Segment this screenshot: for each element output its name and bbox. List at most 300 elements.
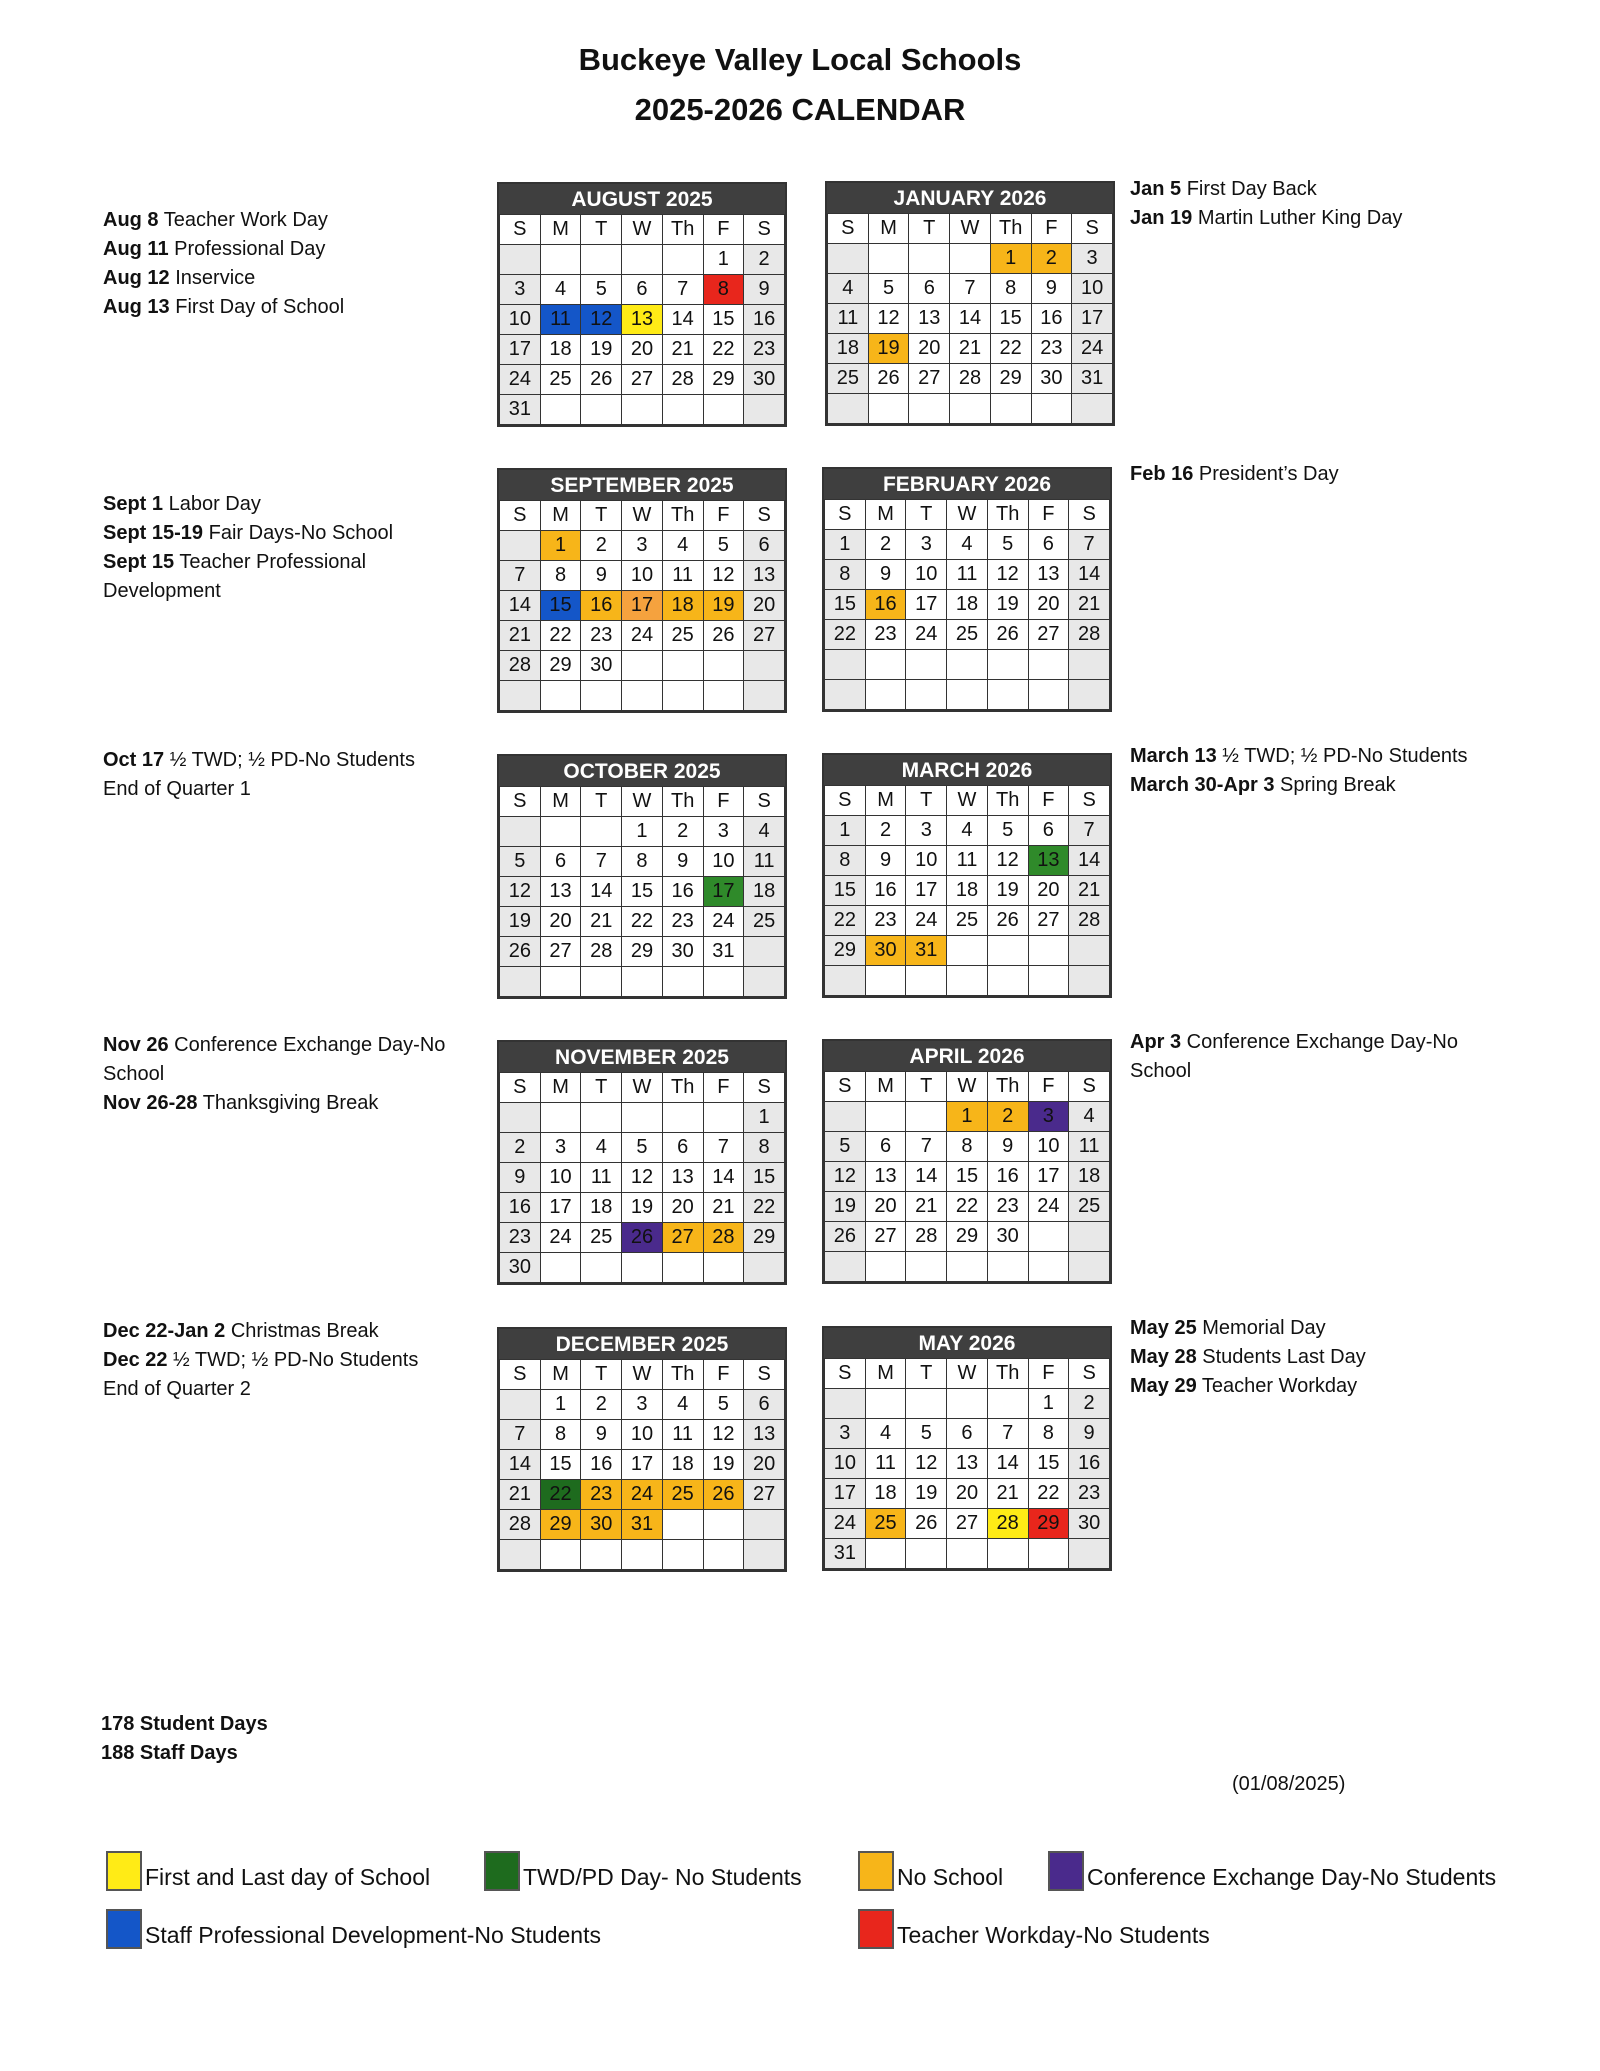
- day-cell: 23: [581, 621, 622, 651]
- day-cell: 27: [947, 1509, 988, 1539]
- weekday-header: F: [703, 501, 744, 531]
- day-cell: 10: [906, 846, 947, 876]
- empty-cell: [1069, 1252, 1110, 1282]
- day-cell: 25: [662, 621, 703, 651]
- day-cell: 11: [947, 560, 988, 590]
- legend-item-first-last: [106, 1851, 430, 1891]
- empty-cell: [500, 245, 541, 275]
- note-date: Aug 8: [103, 209, 159, 231]
- empty-cell: [947, 936, 988, 966]
- staff-days: 188 Staff Days: [101, 1742, 238, 1764]
- empty-cell: [906, 1539, 947, 1569]
- calendar-august-2025: [497, 182, 787, 427]
- note-text: Students Last Day: [1196, 1346, 1366, 1368]
- note-line: [1130, 1314, 1550, 1343]
- note-text: ½ TWD; ½ PD-No Students: [164, 749, 415, 771]
- day-cell: 6: [744, 531, 785, 561]
- empty-cell: [622, 1103, 663, 1133]
- weekday-header: S: [1069, 1359, 1110, 1389]
- day-cell: 21: [662, 335, 703, 365]
- empty-cell: [947, 1539, 988, 1569]
- empty-cell: [662, 1103, 703, 1133]
- day-cell: 28: [1069, 906, 1110, 936]
- weekday-header: T: [906, 500, 947, 530]
- notes-oct: [103, 746, 463, 804]
- revision-date: (01/08/2025): [1232, 1773, 1346, 1795]
- note-text: School: [1130, 1060, 1192, 1082]
- day-cell: 7: [906, 1132, 947, 1162]
- weekday-header: S: [500, 1073, 541, 1103]
- weekday-header: S: [825, 786, 866, 816]
- day-cell: 31: [500, 395, 541, 425]
- note-text: End of Quarter 2: [103, 1378, 251, 1400]
- day-cell: 8: [990, 274, 1031, 304]
- weekday-header: W: [622, 1073, 663, 1103]
- day-cell: 30: [1069, 1509, 1110, 1539]
- empty-cell: [825, 1252, 866, 1282]
- note-text: Fair Days-No School: [203, 522, 394, 544]
- day-cell: 16: [581, 591, 622, 621]
- day-cell: 7: [581, 847, 622, 877]
- day-cell: 17: [906, 590, 947, 620]
- day-cell: 22: [622, 907, 663, 937]
- day-cell: 4: [947, 530, 988, 560]
- day-cell: 8: [540, 1420, 581, 1450]
- empty-cell: [540, 681, 581, 711]
- day-cell: 23: [987, 1192, 1028, 1222]
- day-cell: 28: [500, 651, 541, 681]
- note-line: [1130, 742, 1550, 771]
- day-cell: 2: [865, 816, 906, 846]
- empty-cell: [500, 1103, 541, 1133]
- day-cell: 20: [744, 591, 785, 621]
- day-cell: 10: [1072, 274, 1113, 304]
- day-cell: 19: [500, 907, 541, 937]
- day-cell: 1: [540, 1390, 581, 1420]
- day-cell: 22: [990, 334, 1031, 364]
- day-cell: 15: [825, 590, 866, 620]
- day-cell: 13: [865, 1162, 906, 1192]
- empty-cell: [703, 1103, 744, 1133]
- note-text: Teacher Workday: [1196, 1375, 1358, 1397]
- day-cell: 10: [906, 560, 947, 590]
- day-cell: 22: [1028, 1479, 1069, 1509]
- month-header: DECEMBER 2025: [499, 1329, 785, 1359]
- day-cell: 11: [828, 304, 869, 334]
- weekday-header: S: [1069, 786, 1110, 816]
- day-cell: 16: [1031, 304, 1072, 334]
- day-cell: 19: [703, 591, 744, 621]
- note-date: Aug 11: [103, 238, 169, 260]
- day-cell: 31: [825, 1539, 866, 1569]
- empty-cell: [865, 680, 906, 710]
- notes-mar: [1130, 742, 1550, 800]
- day-cell: 25: [540, 365, 581, 395]
- note-date: May 28: [1130, 1346, 1197, 1368]
- day-cell: 25: [947, 620, 988, 650]
- day-cell: 14: [1069, 560, 1110, 590]
- day-cell: 30: [662, 937, 703, 967]
- weekday-header: S: [825, 1072, 866, 1102]
- day-cell: 24: [825, 1509, 866, 1539]
- note-date: Oct 17: [103, 749, 165, 771]
- day-cell: 8: [744, 1133, 785, 1163]
- day-cell: 2: [987, 1102, 1028, 1132]
- weekday-header: W: [622, 787, 663, 817]
- empty-cell: [500, 681, 541, 711]
- legend-item-teacher-workday: [858, 1909, 1210, 1949]
- legend-swatch: [1048, 1851, 1084, 1891]
- legend-swatch: [106, 1909, 142, 1949]
- weekday-header: T: [581, 501, 622, 531]
- day-cell: 15: [703, 305, 744, 335]
- day-cell: 19: [987, 876, 1028, 906]
- day-cell: 31: [906, 936, 947, 966]
- day-cell: 18: [865, 1479, 906, 1509]
- note-date: Aug 13: [103, 296, 170, 318]
- day-cell: 23: [500, 1223, 541, 1253]
- day-cell: 29: [540, 651, 581, 681]
- day-cell: 16: [744, 305, 785, 335]
- day-cell: 3: [500, 275, 541, 305]
- day-cell: 25: [581, 1223, 622, 1253]
- day-cell: 6: [909, 274, 950, 304]
- day-cell: 8: [622, 847, 663, 877]
- weekday-header: S: [744, 1073, 785, 1103]
- day-cell: 13: [744, 561, 785, 591]
- calendar-january-2026: [825, 181, 1115, 426]
- note-line: [103, 490, 463, 519]
- note-date: Apr 3: [1130, 1031, 1182, 1053]
- weekday-header: S: [744, 1360, 785, 1390]
- empty-cell: [987, 1252, 1028, 1282]
- weekday-header: F: [1028, 1072, 1069, 1102]
- note-line: [1130, 175, 1550, 204]
- empty-cell: [987, 966, 1028, 996]
- empty-cell: [703, 967, 744, 997]
- weekday-header: Th: [662, 215, 703, 245]
- day-cell: 9: [581, 561, 622, 591]
- day-cell: 6: [540, 847, 581, 877]
- day-cell: 10: [622, 1420, 663, 1450]
- weekday-header: M: [540, 501, 581, 531]
- legend-label: Conference Exchange Day-No Students: [1087, 1864, 1497, 1890]
- empty-cell: [581, 681, 622, 711]
- empty-cell: [987, 1389, 1028, 1419]
- empty-cell: [947, 650, 988, 680]
- day-cell: 9: [500, 1163, 541, 1193]
- day-cell: 2: [500, 1133, 541, 1163]
- weekday-header: M: [865, 1072, 906, 1102]
- empty-cell: [540, 245, 581, 275]
- day-cell: 27: [909, 364, 950, 394]
- day-cell: 8: [825, 846, 866, 876]
- empty-cell: [828, 244, 869, 274]
- legend-label: TWD/PD Day- No Students: [523, 1864, 802, 1890]
- day-cell: 15: [540, 1450, 581, 1480]
- weekday-header: F: [1028, 786, 1069, 816]
- note-line: [103, 1060, 463, 1089]
- empty-cell: [825, 966, 866, 996]
- day-cell: 11: [581, 1163, 622, 1193]
- weekday-header: W: [947, 1359, 988, 1389]
- day-cell: 9: [987, 1132, 1028, 1162]
- month-header: OCTOBER 2025: [499, 756, 785, 786]
- month-header: AUGUST 2025: [499, 184, 785, 214]
- day-cell: 26: [703, 621, 744, 651]
- empty-cell: [1028, 650, 1069, 680]
- day-cell: 24: [1072, 334, 1113, 364]
- day-cell: 25: [828, 364, 869, 394]
- day-cell: 20: [1028, 590, 1069, 620]
- weekday-header: T: [581, 215, 622, 245]
- day-cell: 30: [865, 936, 906, 966]
- day-cell: 2: [1069, 1389, 1110, 1419]
- empty-cell: [865, 1389, 906, 1419]
- day-cell: 4: [865, 1419, 906, 1449]
- day-cell: 7: [500, 561, 541, 591]
- day-cell: 10: [825, 1449, 866, 1479]
- day-cell: 1: [990, 244, 1031, 274]
- weekday-header: Th: [987, 1072, 1028, 1102]
- day-cell: 13: [1028, 560, 1069, 590]
- empty-cell: [744, 1540, 785, 1570]
- day-cell: 21: [950, 334, 991, 364]
- day-cell: 30: [744, 365, 785, 395]
- weekday-header: T: [581, 1073, 622, 1103]
- day-cell: 18: [947, 590, 988, 620]
- weekday-header: Th: [662, 787, 703, 817]
- empty-cell: [865, 650, 906, 680]
- weekday-header: M: [540, 1073, 581, 1103]
- day-cell: 22: [540, 621, 581, 651]
- note-date: Dec 22: [103, 1349, 168, 1371]
- legend-item-staff-pd: [106, 1909, 601, 1949]
- empty-cell: [540, 395, 581, 425]
- note-line: [103, 293, 463, 322]
- note-text: ½ TWD; ½ PD-No Students: [1216, 745, 1468, 767]
- day-cell: 16: [581, 1450, 622, 1480]
- day-cell: 13: [744, 1420, 785, 1450]
- weekday-header: S: [500, 215, 541, 245]
- day-cell: 7: [950, 274, 991, 304]
- day-cell: 26: [622, 1223, 663, 1253]
- empty-cell: [865, 1102, 906, 1132]
- note-line: [103, 746, 463, 775]
- day-cell: 6: [947, 1419, 988, 1449]
- weekday-header: M: [868, 214, 909, 244]
- weekday-header: W: [947, 1072, 988, 1102]
- empty-cell: [581, 967, 622, 997]
- empty-cell: [622, 681, 663, 711]
- empty-cell: [581, 1103, 622, 1133]
- day-cell: 30: [1031, 364, 1072, 394]
- note-date: May 29: [1130, 1375, 1197, 1397]
- note-line: [103, 548, 463, 577]
- month-header: FEBRUARY 2026: [824, 469, 1110, 499]
- day-cell: 4: [581, 1133, 622, 1163]
- day-cell: 28: [703, 1223, 744, 1253]
- student-days: 178 Student Days: [101, 1713, 268, 1735]
- day-cell: 13: [540, 877, 581, 907]
- day-cell: 23: [1069, 1479, 1110, 1509]
- day-cell: 22: [703, 335, 744, 365]
- empty-cell: [825, 1389, 866, 1419]
- day-cell: 28: [987, 1509, 1028, 1539]
- calendar-april-2026: [822, 1039, 1112, 1284]
- empty-cell: [744, 395, 785, 425]
- empty-cell: [703, 1540, 744, 1570]
- empty-cell: [909, 394, 950, 424]
- day-cell: 20: [662, 1193, 703, 1223]
- empty-cell: [1028, 1539, 1069, 1569]
- day-cell: 8: [703, 275, 744, 305]
- weekday-header: W: [947, 786, 988, 816]
- empty-cell: [622, 395, 663, 425]
- day-cell: 27: [744, 1480, 785, 1510]
- note-line: [103, 1317, 463, 1346]
- note-text: School: [103, 1063, 165, 1085]
- day-cell: 28: [1069, 620, 1110, 650]
- day-cell: 29: [540, 1510, 581, 1540]
- day-cell: 14: [500, 1450, 541, 1480]
- empty-cell: [500, 1540, 541, 1570]
- empty-cell: [868, 394, 909, 424]
- note-line: [1130, 1057, 1550, 1086]
- day-cell: 3: [540, 1133, 581, 1163]
- note-line: [103, 1031, 463, 1060]
- day-cell: 27: [622, 365, 663, 395]
- day-cell: 26: [906, 1509, 947, 1539]
- day-cell: 21: [500, 621, 541, 651]
- weekday-header: S: [744, 215, 785, 245]
- empty-cell: [744, 681, 785, 711]
- day-cell: 27: [1028, 906, 1069, 936]
- day-cell: 5: [987, 530, 1028, 560]
- empty-cell: [1069, 1539, 1110, 1569]
- month-header: SEPTEMBER 2025: [499, 470, 785, 500]
- notes-nov: [103, 1031, 463, 1118]
- empty-cell: [703, 681, 744, 711]
- empty-cell: [744, 1253, 785, 1283]
- day-cell: 22: [744, 1193, 785, 1223]
- day-cell: 19: [987, 590, 1028, 620]
- day-cell: 18: [540, 335, 581, 365]
- day-cell: 28: [581, 937, 622, 967]
- day-cell: 8: [947, 1132, 988, 1162]
- note-line: [103, 1346, 463, 1375]
- weekday-header: S: [500, 787, 541, 817]
- day-cell: 25: [1069, 1192, 1110, 1222]
- day-cell: 12: [703, 1420, 744, 1450]
- empty-cell: [500, 1390, 541, 1420]
- day-cell: 9: [865, 846, 906, 876]
- note-line: [103, 519, 463, 548]
- note-line: [103, 1089, 463, 1118]
- day-cell: 11: [1069, 1132, 1110, 1162]
- day-cell: 24: [1028, 1192, 1069, 1222]
- note-date: Sept 15-19: [103, 522, 204, 544]
- day-cell: 17: [1028, 1162, 1069, 1192]
- day-cell: 5: [581, 275, 622, 305]
- day-cell: 17: [906, 876, 947, 906]
- weekday-header: S: [1072, 214, 1113, 244]
- day-cell: 12: [868, 304, 909, 334]
- day-cell: 16: [1069, 1449, 1110, 1479]
- day-cell: 9: [1031, 274, 1072, 304]
- weekday-header: S: [825, 500, 866, 530]
- day-cell: 31: [703, 937, 744, 967]
- empty-cell: [947, 1252, 988, 1282]
- empty-cell: [1072, 394, 1113, 424]
- day-cell: 29: [703, 365, 744, 395]
- note-line: [1130, 1028, 1550, 1057]
- day-cell: 30: [500, 1253, 541, 1283]
- day-cell: 29: [622, 937, 663, 967]
- empty-cell: [906, 1252, 947, 1282]
- day-cell: 17: [1072, 304, 1113, 334]
- note-text: Thanksgiving Break: [197, 1092, 379, 1114]
- note-line: [103, 577, 463, 606]
- day-cell: 29: [990, 364, 1031, 394]
- notes-feb: [1130, 460, 1550, 489]
- day-cell: 21: [500, 1480, 541, 1510]
- empty-cell: [947, 966, 988, 996]
- note-text: Inservice: [169, 267, 256, 289]
- day-cell: 12: [581, 305, 622, 335]
- day-cell: 14: [581, 877, 622, 907]
- day-cell: 17: [703, 877, 744, 907]
- day-cell: 9: [865, 560, 906, 590]
- note-text: Memorial Day: [1196, 1317, 1326, 1339]
- day-cell: 2: [662, 817, 703, 847]
- legend-label: First and Last day of School: [145, 1864, 431, 1890]
- weekday-header: M: [540, 1360, 581, 1390]
- day-cell: 21: [1069, 876, 1110, 906]
- month-header: JANUARY 2026: [827, 183, 1113, 213]
- weekday-header: Th: [662, 501, 703, 531]
- empty-cell: [987, 936, 1028, 966]
- day-cell: 28: [500, 1510, 541, 1540]
- note-text: Teacher Professional: [174, 551, 367, 573]
- day-cell: 24: [500, 365, 541, 395]
- day-cell: 16: [500, 1193, 541, 1223]
- empty-cell: [540, 1540, 581, 1570]
- legend-label: No School: [897, 1864, 1004, 1890]
- day-cell: 29: [1028, 1509, 1069, 1539]
- empty-cell: [906, 1389, 947, 1419]
- day-cell: 9: [662, 847, 703, 877]
- day-cell: 2: [1031, 244, 1072, 274]
- empty-cell: [662, 1253, 703, 1283]
- day-cell: 8: [540, 561, 581, 591]
- day-cell: 15: [947, 1162, 988, 1192]
- day-cell: 6: [1028, 816, 1069, 846]
- note-date: Aug 12: [103, 267, 170, 289]
- day-cell: 24: [906, 620, 947, 650]
- day-cell: 4: [662, 531, 703, 561]
- day-cell: 14: [703, 1163, 744, 1193]
- note-date: Sept 15: [103, 551, 175, 573]
- day-cell: 5: [906, 1419, 947, 1449]
- day-cell: 25: [744, 907, 785, 937]
- day-cell: 17: [825, 1479, 866, 1509]
- month-header: NOVEMBER 2025: [499, 1042, 785, 1072]
- day-cell: 18: [1069, 1162, 1110, 1192]
- day-cell: 9: [581, 1420, 622, 1450]
- empty-cell: [581, 1253, 622, 1283]
- day-cell: 24: [703, 907, 744, 937]
